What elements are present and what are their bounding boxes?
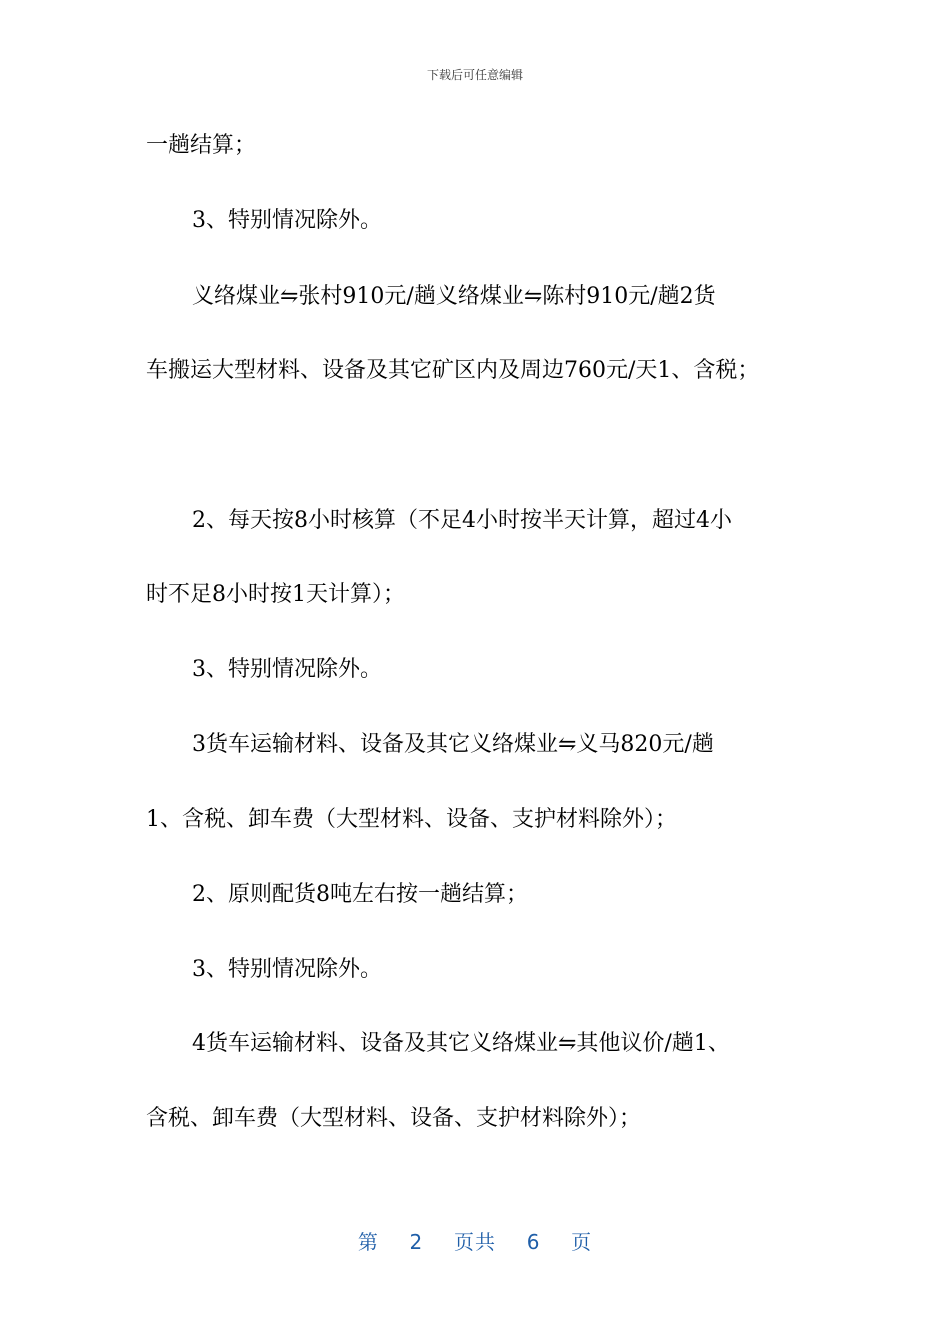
- paragraph-line: 3货车运输材料、设备及其它义络煤业⇋义马820元/趟: [192, 732, 714, 757]
- footer-total-pages: 6: [526, 1230, 541, 1254]
- paragraph-line: 2、每天按8小时核算（不足4小时按半天计算，超过4小: [192, 508, 732, 533]
- paragraph-line: 一趟结算；: [146, 133, 257, 158]
- paragraph-line: 含税、卸车费（大型材料、设备、支护材料除外）；: [146, 1106, 642, 1131]
- paragraph-line: 时不足8小时按1天计算）；: [146, 582, 405, 607]
- footer-prefix: 第: [357, 1230, 379, 1254]
- paragraph-line: 3、特别情况除外。: [192, 657, 382, 682]
- page-footer: [0, 1226, 950, 1255]
- paragraph-line: 车搬运大型材料、设备及其它矿区内及周边760元/天1、含税；: [146, 358, 760, 383]
- footer-middle: 页共: [454, 1230, 496, 1254]
- paragraph-line: 2、原则配货8吨左右按一趟结算；: [192, 882, 528, 907]
- footer-page-number: 2: [409, 1230, 424, 1254]
- paragraph-line: 义络煤业⇋张村910元/趟义络煤业⇋陈村910元/趟2货: [192, 284, 716, 309]
- page-header: 下载后可任意编辑: [426, 68, 523, 82]
- paragraph-line: 1、含税、卸车费（大型材料、设备、支护材料除外）；: [146, 807, 677, 832]
- footer-suffix: 页: [571, 1230, 593, 1254]
- paragraph-line: 3、特别情况除外。: [192, 957, 382, 982]
- paragraph-line: 4货车运输材料、设备及其它义络煤业⇋其他议价/趟1、: [192, 1031, 730, 1056]
- paragraph-line: 3、特别情况除外。: [192, 208, 382, 233]
